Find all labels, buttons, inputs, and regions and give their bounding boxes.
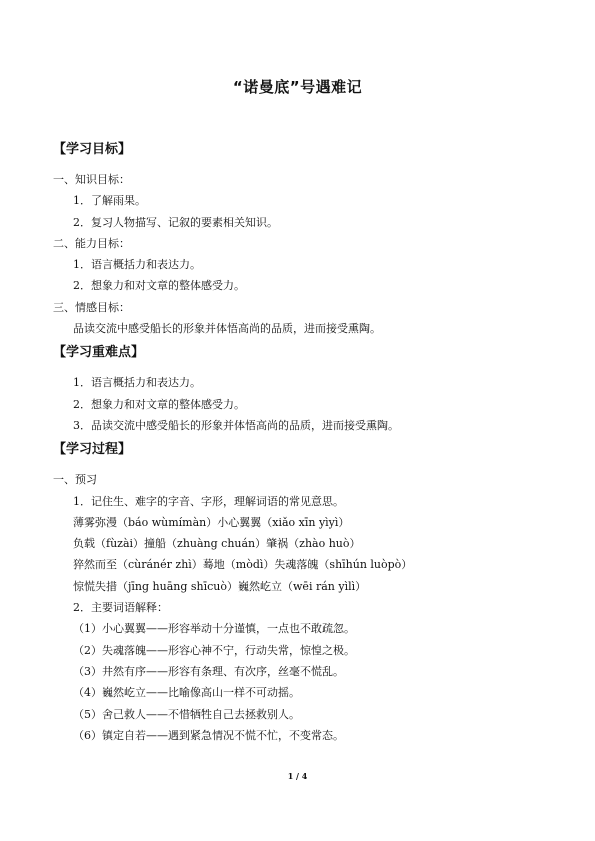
definition-line: （2）失魂落魄——形容心神不宁，行动失常，惊惶之极。 bbox=[73, 643, 355, 657]
section-heading-key-points: 【学习重难点】 bbox=[53, 345, 145, 361]
goal-line: 2．想象力和对文章的整体感受力。 bbox=[73, 279, 245, 293]
goal-line: 2．复习人物描写、记叙的要素相关知识。 bbox=[73, 215, 278, 229]
page-title: “诺曼底”号遇难记 bbox=[232, 78, 363, 96]
page-number: 1 / 4 bbox=[287, 771, 308, 781]
process-line: 一、预习 bbox=[53, 473, 97, 487]
section-heading-process: 【学习过程】 bbox=[53, 442, 132, 458]
goal-line: 一、知识目标： bbox=[53, 173, 130, 186]
vocab-line: 猝然而至（cùránér zhì）蓦地（mòdì）失魂落魄（shīhún luòpò） bbox=[73, 558, 413, 572]
goal-line: 二、能力目标： bbox=[53, 236, 130, 250]
definition-line: （3）井然有序——形容有条理、有次序，丝毫不慌乱。 bbox=[73, 664, 344, 678]
process-line: 2．主要词语解释： bbox=[73, 601, 168, 615]
vocab-line: 惊慌失措（jīng huāng shīcuò）巍然屹立（wēi rán yìlì） bbox=[73, 579, 367, 593]
process-line: 1．记住生、难字的字音、字形，理解词语的常见意思。 bbox=[73, 494, 344, 508]
definition-line: （5）舍己救人——不惜牺牲自己去拯救别人。 bbox=[73, 707, 300, 721]
vocab-line: 薄雾弥漫（báo wùmímàn）小心翼翼（xiǎo xīn yìyì） bbox=[73, 515, 350, 529]
definition-line: （1）小心翼翼——形容举动十分谨慎，一点也不敢疏忽。 bbox=[73, 622, 355, 636]
vocab-line: 负载（fùzài）撞船（zhuàng chuán）肇祸（zhào huò） bbox=[73, 537, 361, 551]
goal-line: 品读交流中感受船长的形象并体悟高尚的品质，进而接受熏陶。 bbox=[73, 322, 381, 336]
key-point-line: 3．品读交流中感受船长的形象并体悟高尚的品质，进而接受熏陶。 bbox=[73, 418, 399, 432]
key-point-line: 1．语言概括力和表达力。 bbox=[73, 376, 201, 390]
goal-line: 三、情感目标： bbox=[53, 300, 130, 314]
definition-line: （6）镇定自若——遇到紧急情况不慌不忙，不变常态。 bbox=[73, 728, 344, 742]
goal-line: 1．语言概括力和表达力。 bbox=[73, 258, 201, 272]
document-body bbox=[53, 140, 553, 746]
definition-line: （4）巍然屹立——比喻像高山一样不可动摇。 bbox=[73, 686, 300, 700]
key-point-line: 2．想象力和对文章的整体感受力。 bbox=[73, 397, 245, 411]
goal-line: 1．了解雨果。 bbox=[73, 194, 146, 208]
section-heading-goals: 【学习目标】 bbox=[53, 142, 132, 157]
